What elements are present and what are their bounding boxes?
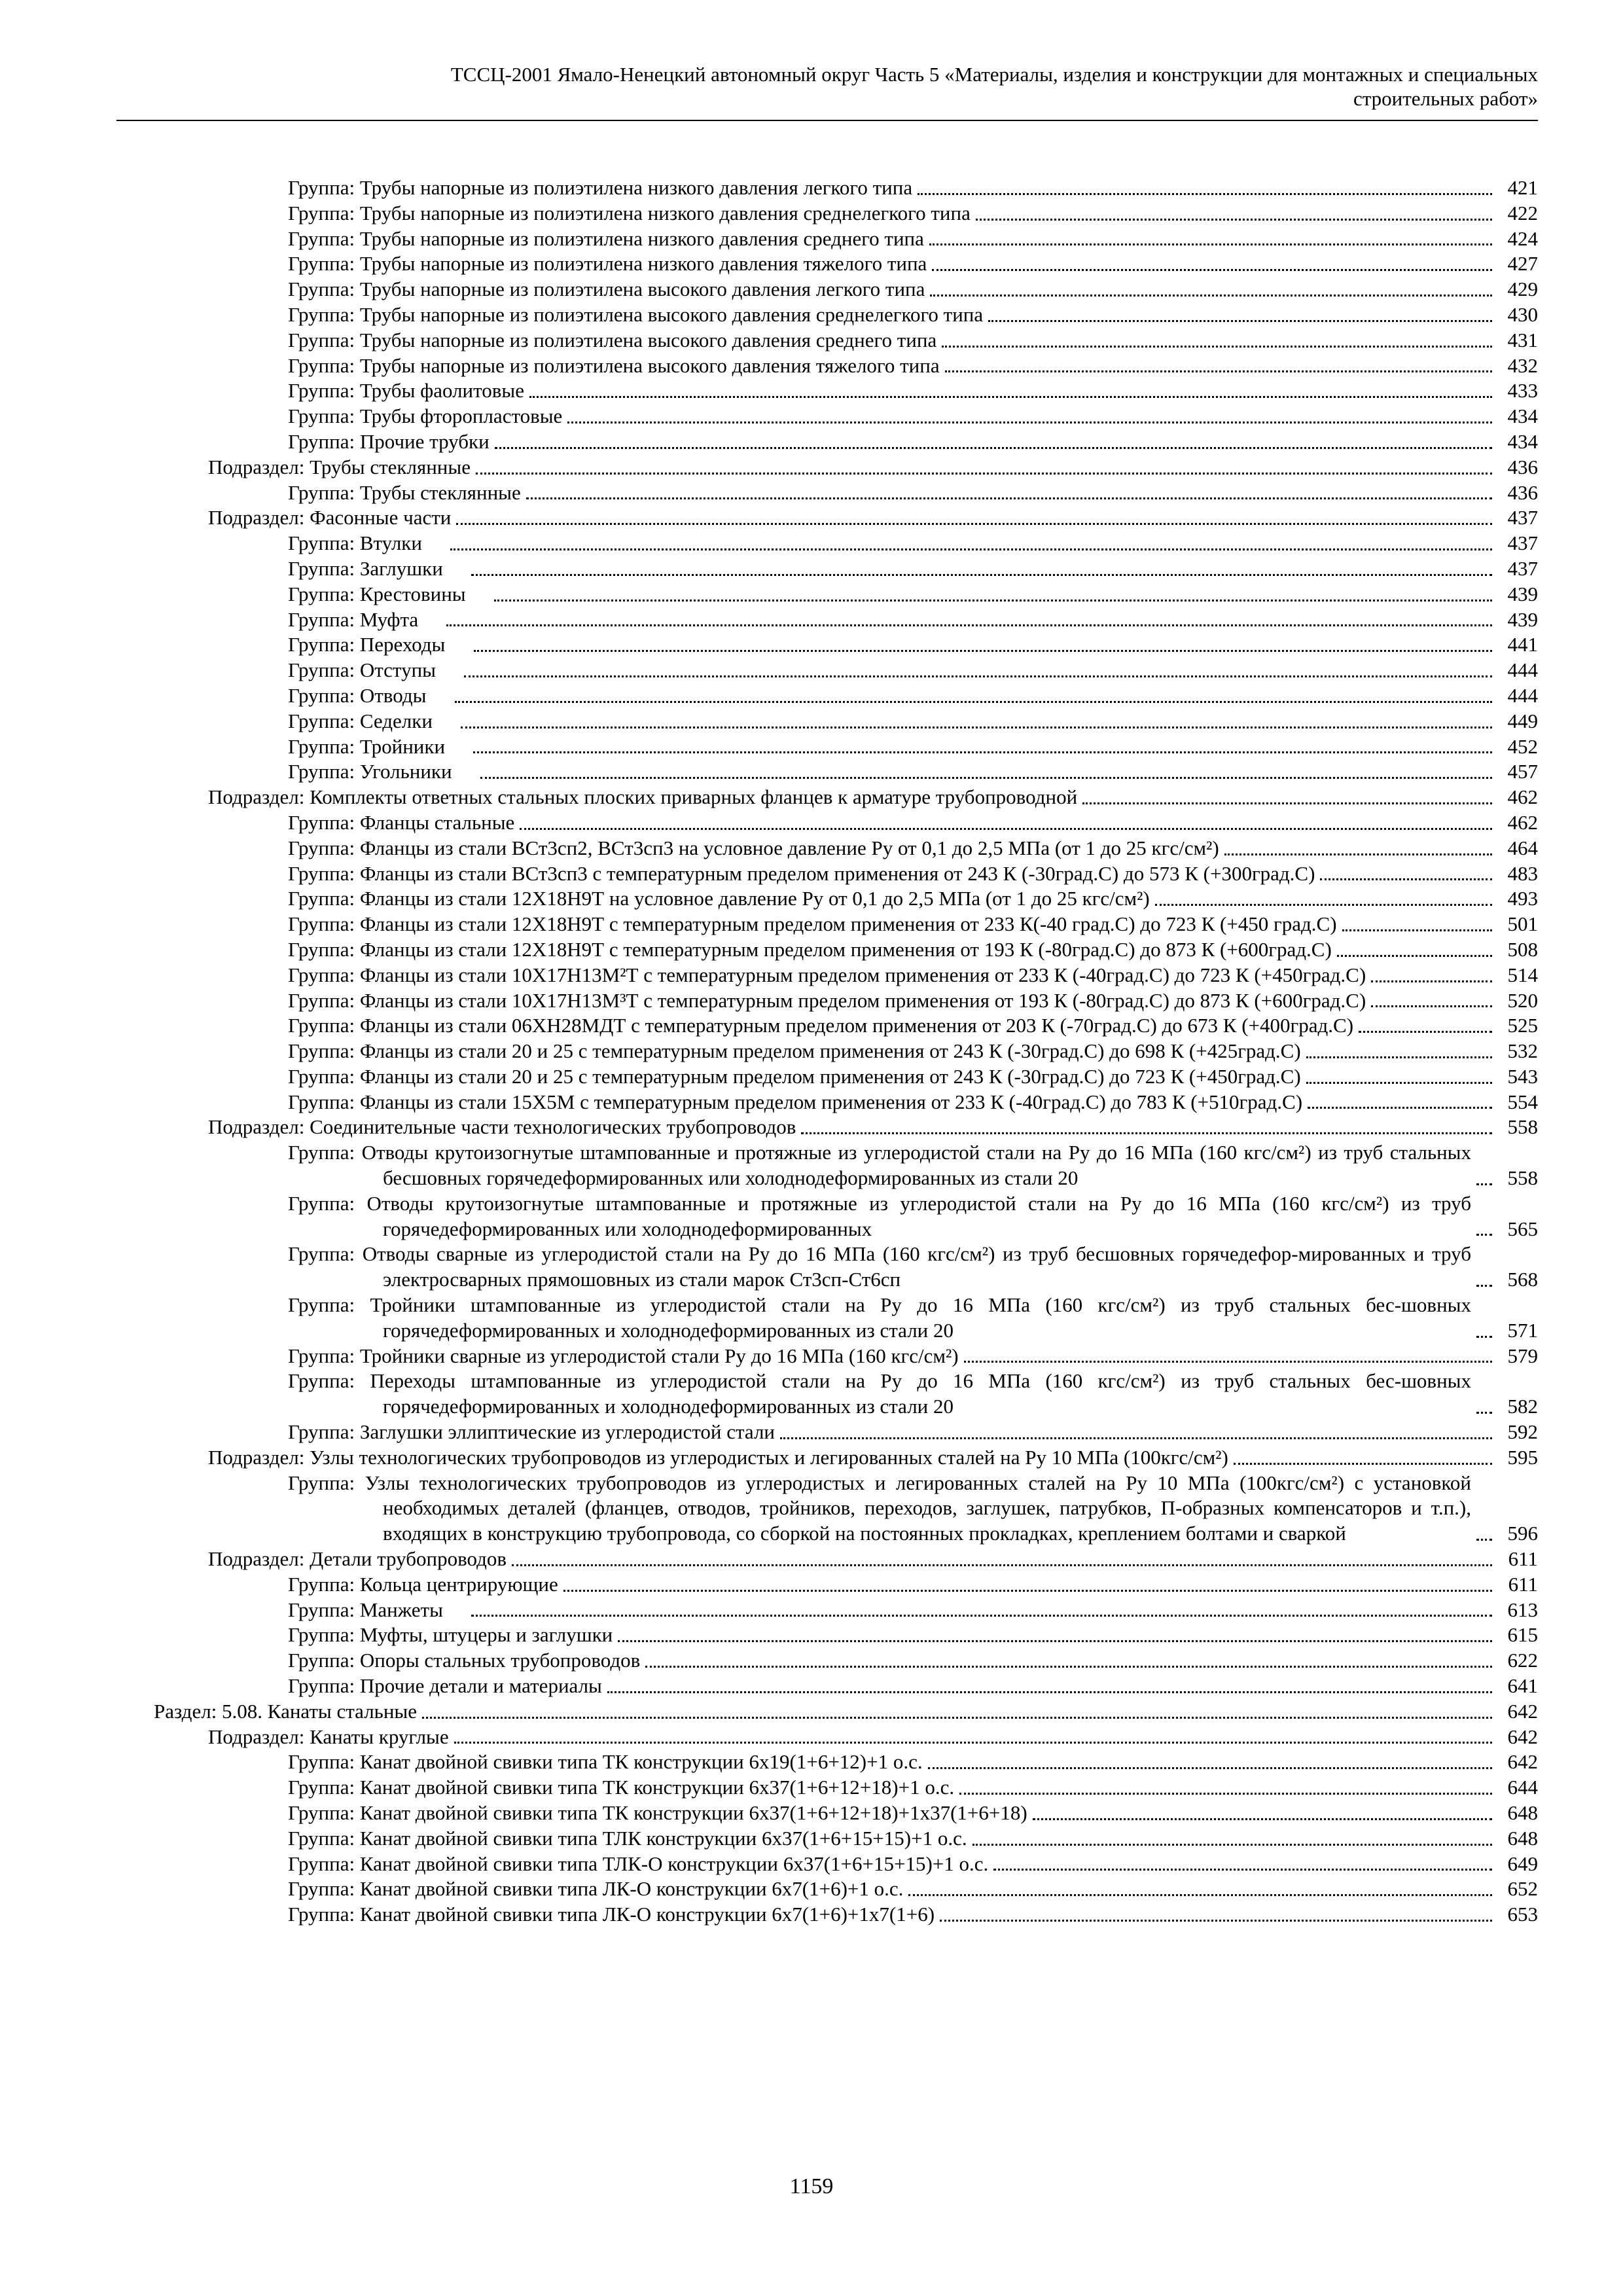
toc-entry[interactable]	[116, 455, 1538, 480]
toc-entry-title: Группа: Тройники штампованные из углеродистой стали на Ру до 16 МПа (160 кгс/см²) из труб стальных бес-шовных горячедеформированных и холоднодеформированных из стали 20	[288, 1293, 1476, 1342]
toc-entry-title: Группа: Заглушки эллиптические из углеродистой стали	[288, 1420, 776, 1444]
dot-leader	[940, 1920, 1492, 1922]
toc-entry[interactable]	[116, 1420, 1538, 1445]
dot-leader	[422, 1717, 1492, 1719]
toc-entry-title: Группа: Фланцы из стали 15Х5М с температурным пределом применения от 233 К (-40град.С) до 783 К (+510град.С)	[288, 1090, 1303, 1113]
toc-entry[interactable]	[116, 734, 1538, 760]
dot-leader	[567, 422, 1492, 423]
toc-entry-title: Подраздел: Канаты круглые	[208, 1725, 449, 1748]
dot-leader	[930, 295, 1492, 296]
dot-leader	[464, 675, 1492, 677]
toc-entry-page: 525	[1507, 1014, 1538, 1037]
dot-leader	[932, 269, 1492, 271]
toc-entry[interactable]	[116, 709, 1538, 734]
dot-leader	[918, 193, 1492, 195]
toc-entry-title: Группа: Отводы крутоизогнутые штампованные и протяжные из углеродистой стали на Ру до 16 МПа (160 кгс/см²) из труб горячедеформированных или холоднодеформированных	[288, 1191, 1476, 1240]
toc-entry[interactable]	[116, 1852, 1538, 1877]
toc-entry-title: Группа: Канат двойной свивки типа ЛК-О конструкции 6х7(1+6)+1 о.с.	[288, 1877, 904, 1901]
toc-entry-page: 596	[1507, 1522, 1538, 1545]
toc-entry-title: Группа: Трубы напорные из полиэтилена высокого давления легкого типа	[288, 278, 925, 301]
toc-entry-page: 514	[1507, 963, 1538, 986]
dot-leader	[1308, 1107, 1492, 1109]
toc-entry-title: Подраздел: Комплекты ответных стальных плоских приварных фланцев к арматуре трубопроводной	[208, 785, 1078, 809]
toc-entry-title: Группа: Канат двойной свивки типа ТЛК конструкции 6х37(1+6+15+15)+1 о.с.	[288, 1826, 967, 1850]
dot-leader	[450, 548, 1492, 550]
toc-entry-page: 622	[1507, 1649, 1538, 1672]
dot-leader	[988, 320, 1492, 322]
dot-leader	[520, 828, 1492, 830]
toc-entry-page: 436	[1507, 455, 1538, 478]
toc-entry-title: Подраздел: Фасонные части	[208, 506, 452, 529]
toc-entry-page: 568	[1507, 1268, 1538, 1291]
toc-entry-title: Группа: Канат двойной свивки типа ЛК-О конструкции 6х7(1+6)+1х7(1+6)	[288, 1903, 935, 1926]
toc-entry-title: Группа: Канат двойной свивки типа ТК конструкции 6х37(1+6+12+18)+1 о.с.	[288, 1776, 955, 1799]
toc-entry-page: 579	[1507, 1344, 1538, 1367]
toc-entry[interactable]	[116, 1775, 1538, 1801]
toc-entry[interactable]	[116, 1826, 1538, 1852]
dot-leader	[929, 243, 1492, 245]
dot-leader	[959, 1793, 1492, 1795]
toc-entry[interactable]	[116, 1699, 1538, 1725]
toc-entry-page: 444	[1507, 658, 1538, 682]
toc-entry-page: 462	[1507, 810, 1538, 834]
dot-leader	[1155, 904, 1492, 906]
toc-entry[interactable]	[116, 937, 1538, 963]
toc-entry[interactable]	[116, 582, 1538, 607]
toc-entry-title: Группа: Трубы напорные из полиэтилена низкого давления тяжелого типа	[288, 252, 927, 276]
dot-leader	[480, 777, 1492, 779]
toc-entry-title: Группа: Тройники	[288, 734, 446, 758]
toc-entry-title: Группа: Трубы фаолитовые	[288, 379, 525, 403]
toc-entry-page: 493	[1507, 887, 1538, 910]
dot-leader	[1033, 1818, 1492, 1820]
toc-entry-title: Группа: Отступы	[288, 658, 436, 682]
toc-entry-page: 543	[1507, 1064, 1538, 1088]
toc-entry[interactable]	[116, 658, 1538, 683]
toc-entry[interactable]	[116, 1445, 1538, 1471]
toc-entry[interactable]	[116, 175, 1538, 201]
toc-entry-title: Группа: Трубы напорные из полиэтилена высокого давления среднего типа	[288, 328, 937, 351]
toc-entry-page: 431	[1507, 328, 1538, 351]
toc-entry[interactable]	[116, 1115, 1538, 1140]
toc-entry-title: Группа: Трубы стеклянные	[288, 480, 521, 504]
toc-entry[interactable]	[116, 277, 1538, 302]
dot-leader	[471, 574, 1492, 576]
toc-entry-page: 424	[1507, 226, 1538, 250]
toc-entry-page: 437	[1507, 531, 1538, 555]
toc-entry-page: 432	[1507, 353, 1538, 377]
toc-entry-page: 421	[1507, 176, 1538, 199]
toc-entry-page: 642	[1507, 1750, 1538, 1774]
toc-entry-title: Группа: Канат двойной свивки типа ТК конструкции 6х19(1+6+12)+1 о.с.	[288, 1750, 923, 1774]
toc-entry[interactable]	[116, 988, 1538, 1014]
toc-entry[interactable]	[116, 531, 1538, 556]
toc-entry-page: 437	[1507, 556, 1538, 580]
toc-entry-title: Группа: Отводы	[288, 683, 427, 707]
dot-leader	[928, 1767, 1492, 1769]
toc-entry-page: 595	[1507, 1445, 1538, 1469]
toc-entry-page: 427	[1507, 252, 1538, 276]
dot-leader	[512, 1564, 1492, 1566]
toc-entry-page: 433	[1507, 379, 1538, 403]
toc-entry-page: 571	[1507, 1318, 1538, 1342]
toc-entry-title: Группа: Канат двойной свивки типа ТК конструкции 6х37(1+6+12+18)+1х37(1+6+18)	[288, 1801, 1027, 1824]
toc-entry[interactable]	[116, 1471, 1538, 1547]
toc-entry-title: Группа: Угольники	[288, 760, 452, 783]
toc-entry[interactable]	[116, 759, 1538, 785]
toc-entry[interactable]	[116, 1191, 1538, 1242]
toc-entry-title: Группа: Прочие трубки	[288, 429, 490, 453]
dot-leader	[976, 219, 1492, 221]
toc-entry-page: 642	[1507, 1725, 1538, 1748]
toc-entry-title: Группа: Канат двойной свивки типа ТЛК-О конструкции 6х37(1+6+15+15)+1 о.с.	[288, 1852, 989, 1875]
dot-leader	[801, 1132, 1492, 1134]
toc-entry-page: 613	[1507, 1598, 1538, 1621]
toc-entry-page: 462	[1507, 785, 1538, 809]
dot-leader	[645, 1666, 1492, 1668]
toc-entry-title: Группа: Фланцы из стали 06ХН28МДТ с температурным пределом применения от 203 К (-70град.С) до 673 К (+400град.С)	[288, 1014, 1354, 1037]
toc-entry-page: 592	[1507, 1420, 1538, 1444]
toc-entry-page: 615	[1507, 1623, 1538, 1647]
toc-entry-title: Группа: Переходы	[288, 633, 446, 656]
dot-leader	[476, 473, 1492, 475]
toc-entry-page: 532	[1507, 1039, 1538, 1063]
toc-entry[interactable]	[116, 1572, 1538, 1598]
toc-entry[interactable]	[116, 1876, 1538, 1902]
dot-leader	[972, 1844, 1492, 1846]
toc-entry-page: 439	[1507, 607, 1538, 631]
toc-entry[interactable]	[116, 505, 1538, 531]
toc-entry-title: Группа: Фланцы из стали 20 и 25 с температурным пределом применения от 243 К (-30град.С) до 723 К (+450град.С)	[288, 1064, 1301, 1088]
dot-leader	[942, 346, 1492, 348]
toc-entry-title: Группа: Фланцы из стали 12Х18Н9Т на условное давление Ру от 0,1 до 2,5 МПа (от 1 до 25 кгс/см²)	[288, 887, 1150, 910]
running-header	[116, 62, 1538, 111]
dot-leader	[454, 1742, 1492, 1744]
toc-entry-title: Группа: Кольца центрирующие	[288, 1572, 558, 1596]
toc-entry-page: 642	[1507, 1699, 1538, 1723]
toc-entry[interactable]	[116, 328, 1538, 353]
toc-entry[interactable]	[116, 1623, 1538, 1648]
dot-leader	[456, 523, 1492, 525]
toc-entry-page: 441	[1507, 633, 1538, 656]
toc-entry[interactable]	[116, 1344, 1538, 1369]
toc-entry-title: Подраздел: Узлы технологических трубопроводов из углеродистых и легированных сталей на Ру 10 МПа (100кгс/см²)	[208, 1445, 1228, 1469]
dot-leader	[1476, 1412, 1492, 1414]
toc-entry-page: 558	[1507, 1166, 1538, 1190]
toc-entry[interactable]	[116, 1039, 1538, 1064]
toc-entry-page: 457	[1507, 760, 1538, 783]
toc-entry-title: Группа: Втулки	[288, 531, 422, 555]
toc-entry-title: Группа: Фланцы из стали 12Х18Н9Т с температурным пределом применения от 193 К (-80град.С) до 873 К (+600град.С)	[288, 937, 1332, 961]
toc-entry-title: Группа: Опоры стальных трубопроводов	[288, 1649, 641, 1672]
toc-entry-page: 501	[1507, 912, 1538, 936]
dot-leader	[780, 1437, 1492, 1439]
toc-entry-title: Группа: Муфты, штуцеры и заглушки	[288, 1623, 613, 1647]
dot-leader	[1337, 955, 1492, 957]
toc-entry[interactable]	[116, 1140, 1538, 1191]
toc-entry-page: 434	[1507, 404, 1538, 428]
toc-entry-title: Группа: Фланцы стальные	[288, 810, 515, 834]
toc-entry-title: Группа: Отводы сварные из углеродистой стали на Ру до 16 МПа (160 кгс/см²) из труб бесшовных горячедефор-мированных и труб электросварных прямошовных из стали марок Ст3сп-Ст6сп	[288, 1242, 1476, 1291]
dot-leader	[526, 497, 1492, 499]
dot-leader	[474, 650, 1492, 652]
toc-entry-title: Группа: Муфта	[288, 607, 419, 631]
toc-entry-page: 582	[1507, 1395, 1538, 1418]
page-number: 1159	[789, 2174, 834, 2198]
dot-leader	[1320, 878, 1492, 880]
toc-entry[interactable]	[116, 861, 1538, 887]
toc-entry[interactable]	[116, 1293, 1538, 1344]
toc-entry-page: 611	[1508, 1572, 1538, 1596]
dot-leader	[607, 1691, 1492, 1693]
toc-entry[interactable]	[116, 404, 1538, 429]
dot-leader	[1306, 1056, 1492, 1058]
dot-leader	[1371, 1005, 1492, 1007]
toc-entry-page: 483	[1507, 861, 1538, 885]
toc-entry-page: 429	[1507, 278, 1538, 301]
toc-entry-page: 436	[1507, 480, 1538, 504]
toc-entry[interactable]	[116, 632, 1538, 658]
toc-entry-title: Группа: Трубы напорные из полиэтилена низкого давления среднего типа	[288, 226, 924, 250]
toc-entry[interactable]	[116, 1725, 1538, 1750]
toc-entry-title: Группа: Седелки	[288, 709, 433, 732]
toc-entry-page: 644	[1507, 1776, 1538, 1799]
toc-entry-title: Раздел: 5.08. Канаты стальные	[154, 1699, 418, 1723]
toc-entry-title: Группа: Трубы напорные из полиэтилена высокого давления тяжелого типа	[288, 353, 940, 377]
toc-entry[interactable]	[116, 607, 1538, 633]
toc-entry[interactable]	[116, 1674, 1538, 1699]
toc-entry[interactable]	[116, 1064, 1538, 1090]
toc-entry-title: Группа: Фланцы из стали ВСт3сп2, ВСт3сп3 на условное давление Ру от 0,1 до 2,5 МПа (от 1 до 25 кгс/см²)	[288, 836, 1219, 859]
toc-entry-title: Группа: Фланцы из стали 12Х18Н9Т с температурным пределом применения от 233 К(-40 град.С) до 723 К (+450 град.С)	[288, 912, 1337, 936]
toc-entry-page: 452	[1507, 734, 1538, 758]
toc-entry-page: 439	[1507, 582, 1538, 605]
dot-leader	[993, 1869, 1492, 1871]
toc-entry-title: Группа: Трубы напорные из полиэтилена высокого давления среднелегкого типа	[288, 302, 984, 326]
toc-entry[interactable]	[116, 353, 1538, 379]
header-line-1: ТССЦ-2001 Ямало-Ненецкий автономный округ Часть 5 «Материалы, изделия и конструкции для монтажных и специальных	[450, 63, 1538, 86]
dot-leader	[964, 1361, 1492, 1363]
toc-entry[interactable]	[116, 886, 1538, 912]
dot-leader	[1476, 1183, 1492, 1185]
dot-leader	[455, 701, 1492, 703]
toc-entry-page: 430	[1507, 302, 1538, 326]
toc-entry[interactable]	[116, 1801, 1538, 1826]
dot-leader	[908, 1894, 1492, 1896]
toc-entry[interactable]	[116, 1902, 1538, 1928]
dot-leader	[945, 370, 1492, 372]
toc-entry-page: 565	[1507, 1217, 1538, 1240]
dot-leader	[1371, 980, 1492, 982]
toc-entry[interactable]	[116, 1090, 1538, 1115]
toc-entry-title: Группа: Отводы крутоизогнутые штампованные и протяжные из углеродистой стали на Ру до 16 МПа (160 кгс/см²) из труб стальных бесшовных горячедеформированных или холоднодеформированных из стали 20	[288, 1141, 1476, 1190]
toc-entry-title: Подраздел: Детали трубопроводов	[208, 1547, 507, 1571]
toc-entry-page: 554	[1507, 1090, 1538, 1113]
toc-entry[interactable]	[116, 429, 1538, 455]
dot-leader	[461, 726, 1492, 728]
dot-leader	[1224, 853, 1492, 855]
toc-entry[interactable]	[116, 251, 1538, 277]
dot-leader	[1342, 929, 1492, 931]
toc-entry[interactable]	[116, 836, 1538, 861]
dot-leader	[618, 1640, 1492, 1642]
toc-entry-page: 434	[1507, 429, 1538, 453]
toc-entry-page: 520	[1507, 988, 1538, 1012]
toc-entry-page: 508	[1507, 937, 1538, 961]
toc-entry-title: Группа: Трубы напорные из полиэтилена низкого давления легкого типа	[288, 176, 913, 199]
toc-entry[interactable]	[116, 963, 1538, 988]
toc-entry-title: Группа: Манжеты	[288, 1598, 443, 1621]
toc-entry[interactable]	[116, 302, 1538, 328]
header-line-2: строительных работ»	[1353, 87, 1538, 110]
toc-entry[interactable]	[116, 378, 1538, 404]
toc-entry[interactable]	[116, 201, 1538, 226]
toc-entry-title: Группа: Фланцы из стали 20 и 25 с температурным пределом применения от 243 К (-30град.С) до 698 К (+425град.С)	[288, 1039, 1301, 1063]
toc-entry-page: 422	[1507, 201, 1538, 224]
toc-entry[interactable]	[116, 683, 1538, 709]
toc-entry-page: 464	[1507, 836, 1538, 859]
toc-entry-page: 648	[1507, 1826, 1538, 1850]
dot-leader	[1082, 802, 1492, 804]
dot-leader	[471, 1615, 1492, 1617]
toc-entry[interactable]	[116, 480, 1538, 506]
toc-entry-title: Группа: Переходы штампованные из углеродистой стали на Ру до 16 МПа (160 кгс/см²) из труб стальных бес-шовных горячедеформированных и холоднодеформированных из стали 20	[288, 1369, 1476, 1418]
toc-entry-page: 641	[1507, 1674, 1538, 1698]
toc-entry-title: Группа: Узлы технологических трубопроводов из углеродистых и легированных сталей на Ру 10 МПа (100кгс/см²) с установкой необходимых деталей (фланцев, отводов, тройников, переходов, заглушек, патрубков, П-образных компенсаторов и т.п.), входящих в конструкцию трубопровода, со сборкой на постоянных прокладках, креплением болтами и сваркой	[288, 1471, 1476, 1545]
toc-entry-title: Группа: Трубы фторопластовые	[288, 404, 563, 428]
table-of-contents	[116, 175, 1538, 1928]
dot-leader	[1234, 1463, 1492, 1465]
toc-entry-title: Группа: Заглушки	[288, 556, 443, 580]
toc-entry[interactable]	[116, 1013, 1538, 1039]
toc-entry[interactable]	[116, 226, 1538, 252]
toc-entry-page: 449	[1507, 709, 1538, 732]
dot-leader	[473, 751, 1492, 753]
toc-entry-page: 444	[1507, 683, 1538, 707]
toc-entry[interactable]	[116, 810, 1538, 836]
toc-entry[interactable]	[116, 1598, 1538, 1623]
toc-entry-page: 611	[1508, 1547, 1538, 1571]
dot-leader	[1306, 1082, 1492, 1084]
toc-entry[interactable]	[116, 1749, 1538, 1775]
toc-entry[interactable]	[116, 1242, 1538, 1293]
toc-entry-title: Группа: Трубы напорные из полиэтилена низкого давления среднелегкого типа	[288, 201, 971, 224]
dot-leader	[529, 396, 1492, 398]
dot-leader	[563, 1590, 1492, 1592]
toc-entry[interactable]	[116, 785, 1538, 810]
toc-entry-page: 653	[1507, 1903, 1538, 1926]
toc-entry[interactable]	[116, 1547, 1538, 1572]
toc-entry-title: Подраздел: Соединительные части технологических трубопроводов	[208, 1115, 796, 1139]
toc-entry-page: 558	[1507, 1115, 1538, 1139]
toc-entry-title: Группа: Фланцы из стали 10Х17Н13М²Т с температурным пределом применения от 233 К (-40град.С) до 723 К (+450град.С)	[288, 963, 1366, 986]
toc-entry-page: 437	[1507, 506, 1538, 529]
toc-entry-title: Группа: Фланцы из стали ВСт3сп3 с температурным пределом применения от 243 К (-30град.С) до 573 К (+300град.С)	[288, 861, 1315, 885]
toc-entry[interactable]	[116, 912, 1538, 937]
dot-leader	[1476, 1234, 1492, 1236]
toc-entry-title: Подраздел: Трубы стеклянные	[208, 455, 471, 478]
toc-entry-title: Группа: Прочие детали и материалы	[288, 1674, 602, 1698]
dot-leader	[1359, 1031, 1492, 1033]
toc-entry-title: Группа: Крестовины	[288, 582, 466, 605]
dot-leader	[494, 600, 1492, 601]
toc-entry[interactable]	[116, 1369, 1538, 1420]
toc-entry-page: 649	[1507, 1852, 1538, 1875]
dot-leader	[1476, 1336, 1492, 1338]
toc-entry[interactable]	[116, 1648, 1538, 1674]
header-rule	[116, 120, 1538, 121]
dot-leader	[1476, 1539, 1492, 1541]
toc-entry[interactable]	[116, 556, 1538, 582]
toc-entry-title: Группа: Фланцы из стали 10Х17Н13М³Т с температурным пределом применения от 193 К (-80град.С) до 873 К (+600град.С)	[288, 988, 1366, 1012]
dot-leader	[1476, 1285, 1492, 1287]
dot-leader	[446, 624, 1492, 626]
toc-entry-page: 652	[1507, 1877, 1538, 1901]
dot-leader	[495, 447, 1492, 449]
toc-entry-title: Группа: Тройники сварные из углеродистой стали Ру до 16 МПа (160 кгс/см²)	[288, 1344, 959, 1367]
toc-entry-page: 648	[1507, 1801, 1538, 1824]
